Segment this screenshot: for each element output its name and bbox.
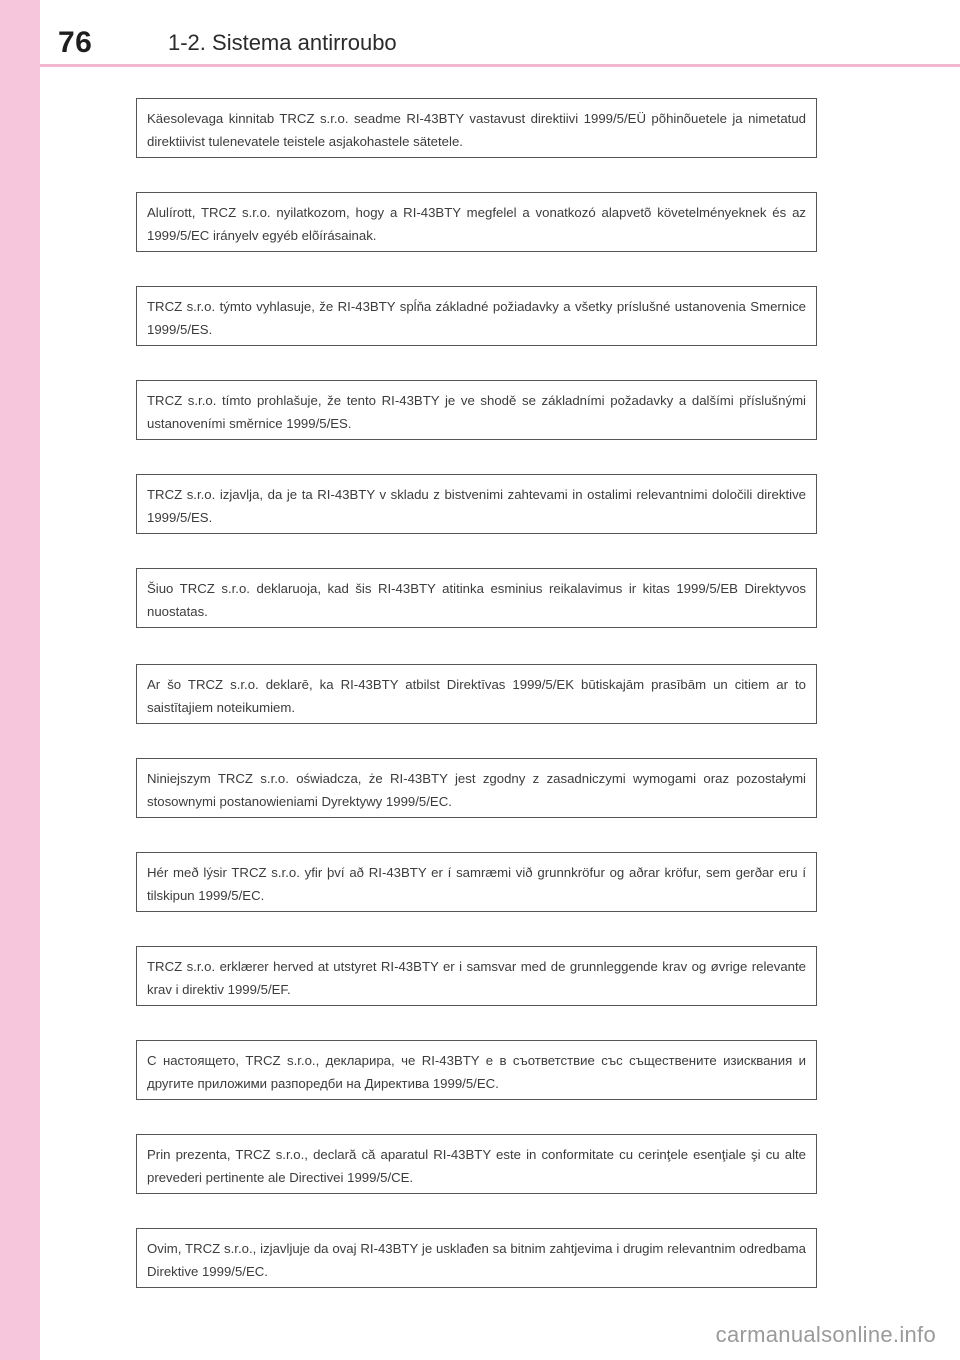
section-title: 1-2. Sistema antirroubo [168,30,397,55]
declaration-box-hungarian [136,192,817,252]
declaration-box-slovak [136,286,817,346]
header-divider [40,64,960,67]
declaration-text: Prin prezenta, TRCZ s.r.o., declară că aparatul RI-43BTY este in conformitate cu cerinţele esenţiale şi cu alte prevederi pertinente ale Directivei 1999/5/CE. [147,1147,806,1185]
declaration-text: Alulírott, TRCZ s.r.o. nyilatkozom, hogy a RI-43BTY megfelel a vonatkozó alapvetõ követelményeknek és az 1999/5/EC irányelv egyéb elõírásainak. [147,205,806,243]
page-number: 76 [58,26,93,59]
declaration-text: TRCZ s.r.o. erklærer herved at utstyret RI-43BTY er i samsvar med de grunnleggende krav og øvrige relevante krav i direktiv 1999/5/EF. [147,959,806,997]
declaration-box-slovenian [136,474,817,534]
declaration-text: Käesolevaga kinnitab TRCZ s.r.o. seadme RI-43BTY vastavust direktiivi 1999/5/EÜ põhinõuetele ja nimetatud direktiivist tulenevatele teistele asjakohastele sätetele. [147,111,806,149]
declaration-text: Ar šo TRCZ s.r.o. deklarē, ka RI-43BTY atbilst Direktīvas 1999/5/EK būtiskajām prasībām un citiem ar to saistītajiem noteikumiem. [147,677,806,715]
declaration-box-bulgarian [136,1040,817,1100]
side-color-band [0,0,40,1360]
declaration-box-czech [136,380,817,440]
declaration-text: Hér með lýsir TRCZ s.r.o. yfir því að RI-43BTY er í samræmi við grunnkröfur og aðrar kröfur, sem gerðar eru í tilskipun 1999/5/EC. [147,865,806,903]
declaration-text: С настоящето, TRCZ s.r.o., декларира, че RI-43BTY е в съответствие със съществените изисквания и другите приложими разпоредби на Директива 1999/5/EC. [147,1053,806,1091]
declaration-box-polish [136,758,817,818]
declaration-box-icelandic [136,852,817,912]
declaration-box-norwegian [136,946,817,1006]
declaration-box-latvian [136,664,817,724]
declaration-box-lithuanian [136,568,817,628]
declaration-text: TRCZ s.r.o. izjavlja, da je ta RI-43BTY v skladu z bistvenimi zahtevami in ostalimi relevantnimi določili direktive 1999/5/ES. [147,487,806,525]
declaration-box-romanian [136,1134,817,1194]
declaration-text: TRCZ s.r.o. týmto vyhlasuje, že RI-43BTY spĺňa základné požiadavky a všetky príslušné ustanovenia Smernice 1999/5/ES. [147,299,806,337]
site-watermark: carmanualsonline.info [715,1322,936,1347]
declaration-text: Niniejszym TRCZ s.r.o. oświadcza, że RI-43BTY jest zgodny z zasadniczymi wymogami oraz pozostałymi stosownymi postanowieniami Dyrektywy 1999/5/EC. [147,771,806,809]
declaration-text: Ovim, TRCZ s.r.o., izjavljuje da ovaj RI-43BTY je usklađen sa bitnim zahtjevima i drugim relevantnim odredbama Direktive 1999/5/EC. [147,1241,806,1279]
declaration-box-estonian [136,98,817,158]
declaration-box-croatian [136,1228,817,1288]
declaration-text: Šiuo TRCZ s.r.o. deklaruoja, kad šis RI-43BTY atitinka esminius reikalavimus ir kitas 1999/5/EB Direktyvos nuostatas. [147,581,806,619]
declaration-text: TRCZ s.r.o. tímto prohlašuje, že tento RI-43BTY je ve shodě se základními požadavky a dalšími příslušnými ustanoveními směrnice 1999/5/ES. [147,393,806,431]
